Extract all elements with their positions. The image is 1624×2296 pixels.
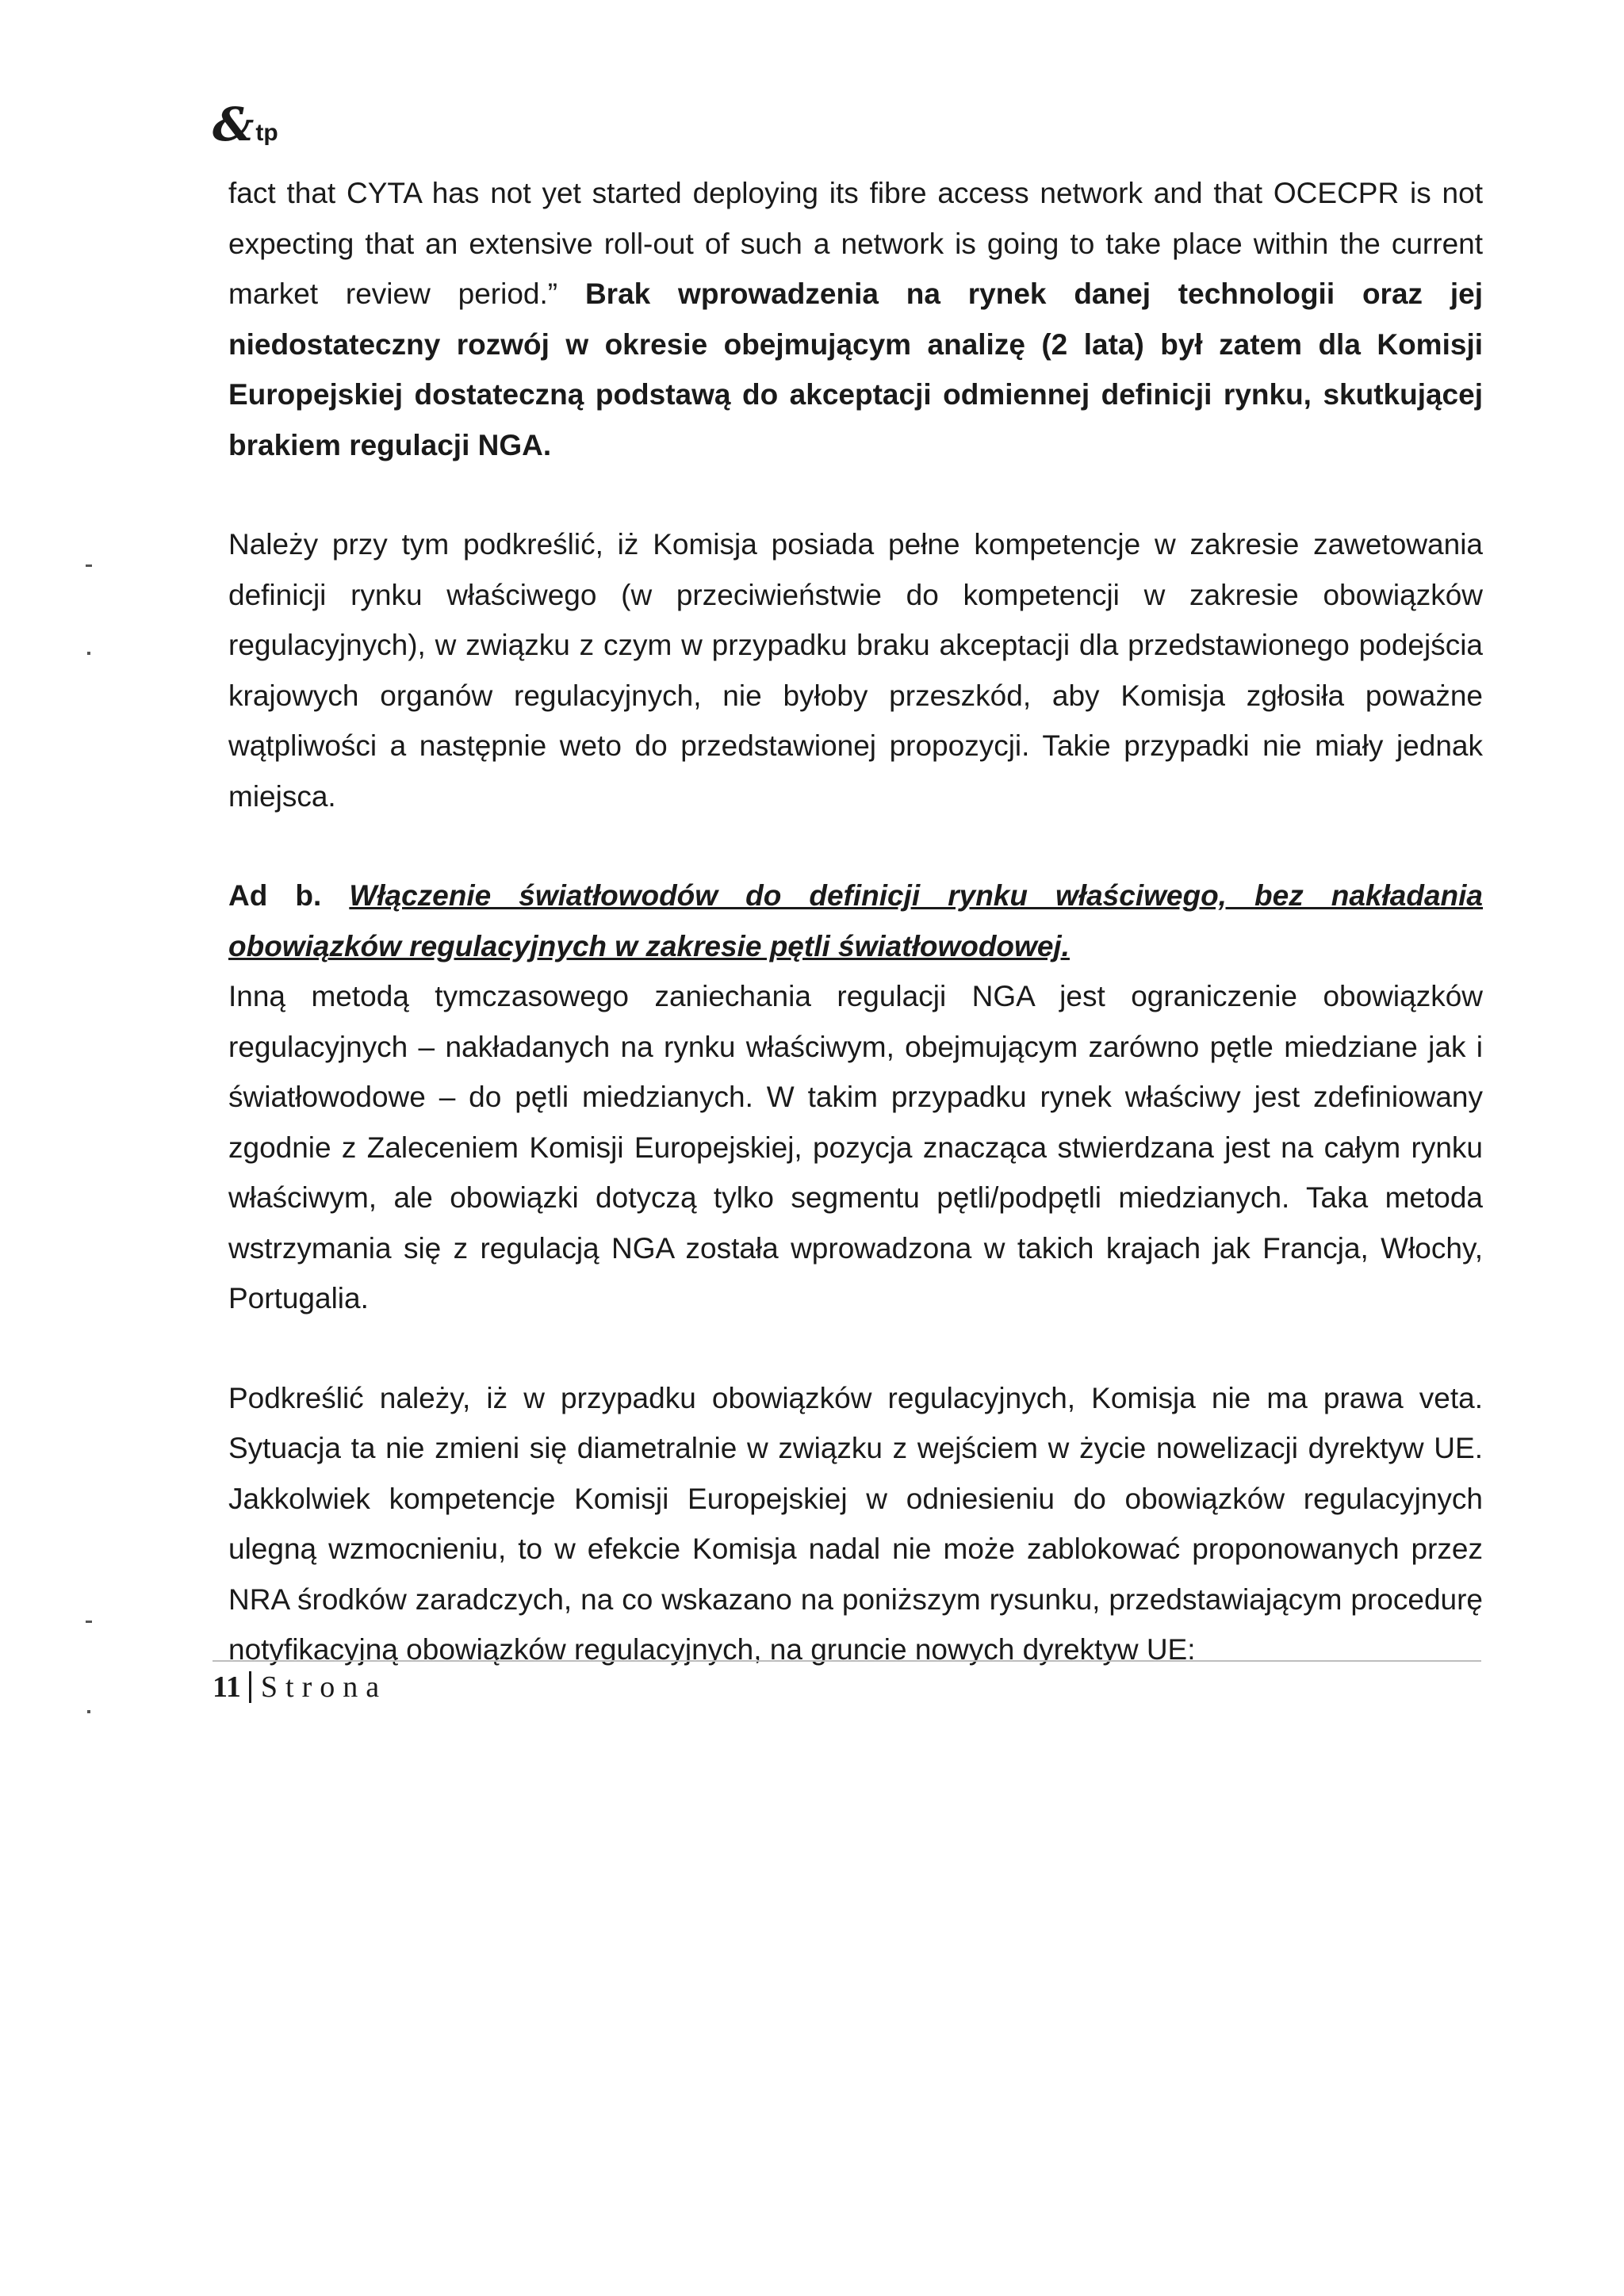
section-heading — [228, 871, 1483, 971]
page-number: 11 — [213, 1670, 241, 1704]
paragraph-1-bold: Brak wprowadzenia na rynek danej technologii oraz jej niedostateczny rozwój w okresie obejmującym analizę (2 lata) był zatem dla Komisji Europejskiej dostateczną podstawą do akceptacji odmiennej definicji rynku, skutkującej brakiem regulacji NGA. — [228, 277, 1483, 461]
paragraph-4: Podkreślić należy, iż w przypadku obowiązków regulacyjnych, Komisja nie ma prawa veta. Sytuacja ta nie zmieni się diametralnie w związku z wejściem w życie nowelizacji dyrektyw UE. Jakkolwiek kompetencje Komisji Europejskiej w odniesieniu do obowiązków regulacyjnych ulegną wzmocnieniu, to w efekcie Komisja nadal nie może zablokować proponowanych przez NRA środków zaradczych, na co wskazano na poniższym rysunku, przedstawiającym procedurę notyfikacyjną obowiązków regulacyjnych, na gruncie nowych dyrektyw UE: — [228, 1381, 1483, 1666]
section-heading-title: Włączenie światłowodów do definicji rynku właściwego, bez nakładania obowiązków regulacyjnych w zakresie pętli światłowodowej. — [228, 879, 1484, 962]
document-body — [228, 168, 1483, 1675]
paragraph-3: Inną metodą tymczasowego zaniechania regulacji NGA jest ograniczenie obowiązków regulacyjnych – nakładanych na rynku właściwym, obejmującym zarówno pętle miedziane jak i światłowodowe – do pętli miedzianych. W takim przypadku rynek właściwy jest zdefiniowany zgodnie z Zaleceniem Komisji Europejskiej, pozycja znacząca stwierdzana jest na całym rynku właściwym, ale obowiązki dotyczą tylko segmentu pętli/podpętli miedzianych. Taka metoda wstrzymania się z regulacją NGA została wprowadzona w takich krajach jak Francja, Włochy, Portugalia. — [228, 980, 1483, 1314]
paragraph-gap — [228, 470, 1483, 519]
paragraph-gap — [228, 821, 1483, 871]
footer-divider — [213, 1660, 1481, 1662]
logo-mark: & — [213, 98, 255, 151]
scan-mark — [87, 1710, 90, 1713]
logo-text: tp — [255, 120, 278, 146]
section-heading-label: Ad b. — [228, 879, 322, 912]
scan-mark — [87, 652, 90, 655]
paragraph-1-quote: fact that CYTA has not yet started deploying its fibre access network and that OCECPR is not expecting that an extensive roll-out of such a network is going to take place within the current market review period.” — [228, 177, 1483, 310]
scan-mark — [86, 564, 92, 567]
paragraph-2: Należy przy tym podkreślić, iż Komisja posiada pełne kompetencje w zakresie zawetowania definicji rynku właściwego (w przeciwieństwie do kompetencji w zakresie obowiązków regulacyjnych), w związku z czym w przypadku braku akceptacji dla przedstawionego podejścia krajowych organów regulacyjnych, nie byłoby przeszkód, aby Komisja zgłosiła poważne wątpliwości a następnie weto do przedstawionej propozycji. Takie przypadki nie miały jednak miejsca. — [228, 528, 1483, 813]
footer-label: Strona — [260, 1670, 388, 1704]
page-footer — [213, 1671, 387, 1703]
footer-separator — [249, 1671, 251, 1703]
company-logo — [213, 98, 278, 151]
paragraph-1 — [228, 168, 1483, 470]
scan-mark — [86, 1621, 92, 1623]
paragraph-gap — [228, 1324, 1483, 1373]
